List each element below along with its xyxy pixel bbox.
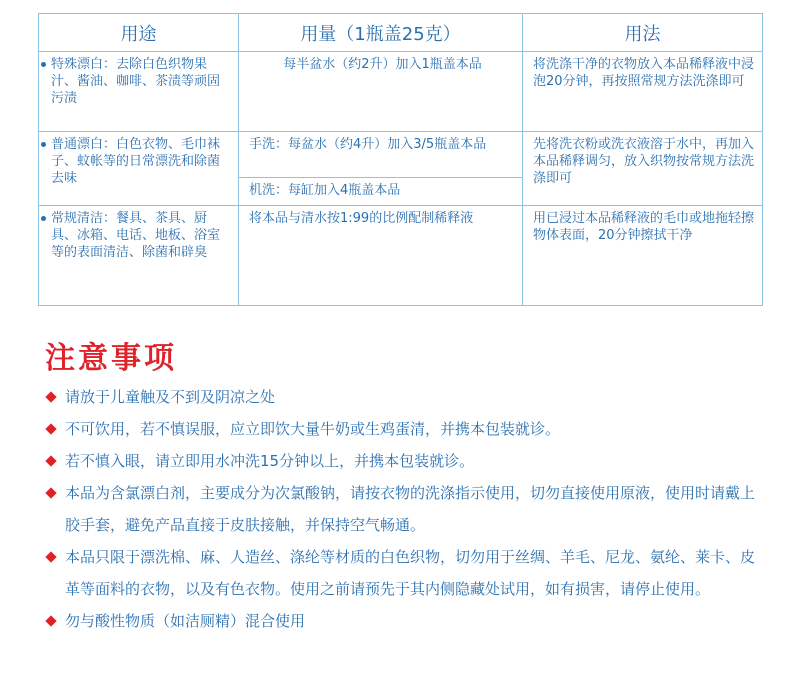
list-item	[45, 541, 765, 605]
table-row	[39, 132, 763, 178]
dosage-text: 手洗：每盆水（约4升）加入3/5瓶盖本品	[249, 137, 487, 152]
dosage-text: 每半盆水（约2升）加入1瓶盖本品	[283, 57, 482, 72]
usage-cell	[39, 52, 239, 132]
notes-list	[45, 381, 765, 637]
note-text: 本品只限于漂洗棉、麻、人造丝、涤纶等材质的白色织物，切勿用于丝绸、羊毛、尼龙、氨纶、莱卡、皮革等面料的衣物，以及有色衣物。使用之前请预先于其内侧隐藏处试用，如有损害，请停止使用。	[65, 548, 756, 598]
method-cell	[523, 206, 763, 306]
note-text: 本品为含氯漂白剂，主要成分为次氯酸钠，请按衣物的洗涤指示使用，切勿直接使用原液，使用时请戴上胶手套，避免产品直接于皮肤接触，并保持空气畅通。	[65, 484, 756, 534]
bullet-dot-icon	[41, 142, 46, 147]
list-item	[45, 477, 765, 541]
note-text: 不可饮用，若不慎误服，应立即饮大量牛奶或生鸡蛋清，并携本包装就诊。	[65, 420, 561, 438]
usage-table	[38, 13, 763, 306]
dosage-cell	[239, 206, 523, 306]
note-text: 请放于儿童触及不到及阴凉之处	[65, 388, 276, 406]
diamond-bullet-icon	[45, 487, 56, 498]
note-text: 若不慎入眼，请立即用水冲洗15分钟以上，并携本包装就诊。	[65, 452, 475, 470]
bullet-dot-icon	[41, 216, 46, 221]
diamond-bullet-icon	[45, 615, 56, 626]
list-item	[45, 445, 765, 477]
diamond-bullet-icon	[45, 455, 56, 466]
table-row	[39, 52, 763, 132]
notes-title: 注意事项	[45, 341, 177, 376]
table-row	[39, 206, 763, 306]
diamond-bullet-icon	[45, 391, 56, 402]
method-text: 用已浸过本品稀释液的毛巾或地拖轻擦物体表面，20分钟擦拭干净	[533, 211, 755, 243]
dosage-text: 机洗：每缸加入4瓶盖本品	[249, 183, 401, 198]
usage-text: 常规清洁：餐具、茶具、厨具、冰箱、电话、地板、浴室等的表面清洁、除菌和辟臭	[51, 211, 221, 260]
usage-text: 特殊漂白：去除白色织物果汁、酱油、咖啡、茶渍等顽固污渍	[51, 57, 221, 106]
diamond-bullet-icon	[45, 551, 56, 562]
method-cell	[523, 132, 763, 206]
note-text: 勿与酸性物质（如洁厕精）混合使用	[65, 612, 306, 630]
header-usage: 用途	[39, 14, 239, 52]
header-dosage: 用量（1瓶盖25克）	[239, 14, 523, 52]
list-item	[45, 413, 765, 445]
header-method: 用法	[523, 14, 763, 52]
method-text: 将洗涤干净的衣物放入本品稀释液中浸泡20分钟，再按照常规方法洗涤即可	[533, 57, 755, 89]
list-item	[45, 605, 765, 637]
method-text: 先将洗衣粉或洗衣液溶于水中，再加入本品稀释调匀，放入织物按常规方法洗涤即可	[533, 137, 755, 186]
usage-cell	[39, 206, 239, 306]
diamond-bullet-icon	[45, 423, 56, 434]
table-header-row	[39, 14, 763, 52]
dosage-text: 将本品与清水按1:99的比例配制稀释液	[249, 211, 474, 226]
usage-text: 普通漂白：白色衣物、毛巾袜子、蚊帐等的日常漂洗和除菌去味	[51, 137, 221, 186]
dosage-cell	[239, 52, 523, 132]
usage-cell	[39, 132, 239, 206]
dosage-cell	[239, 178, 523, 206]
bullet-dot-icon	[41, 62, 46, 67]
list-item	[45, 381, 765, 413]
method-cell	[523, 52, 763, 132]
dosage-cell	[239, 132, 523, 178]
